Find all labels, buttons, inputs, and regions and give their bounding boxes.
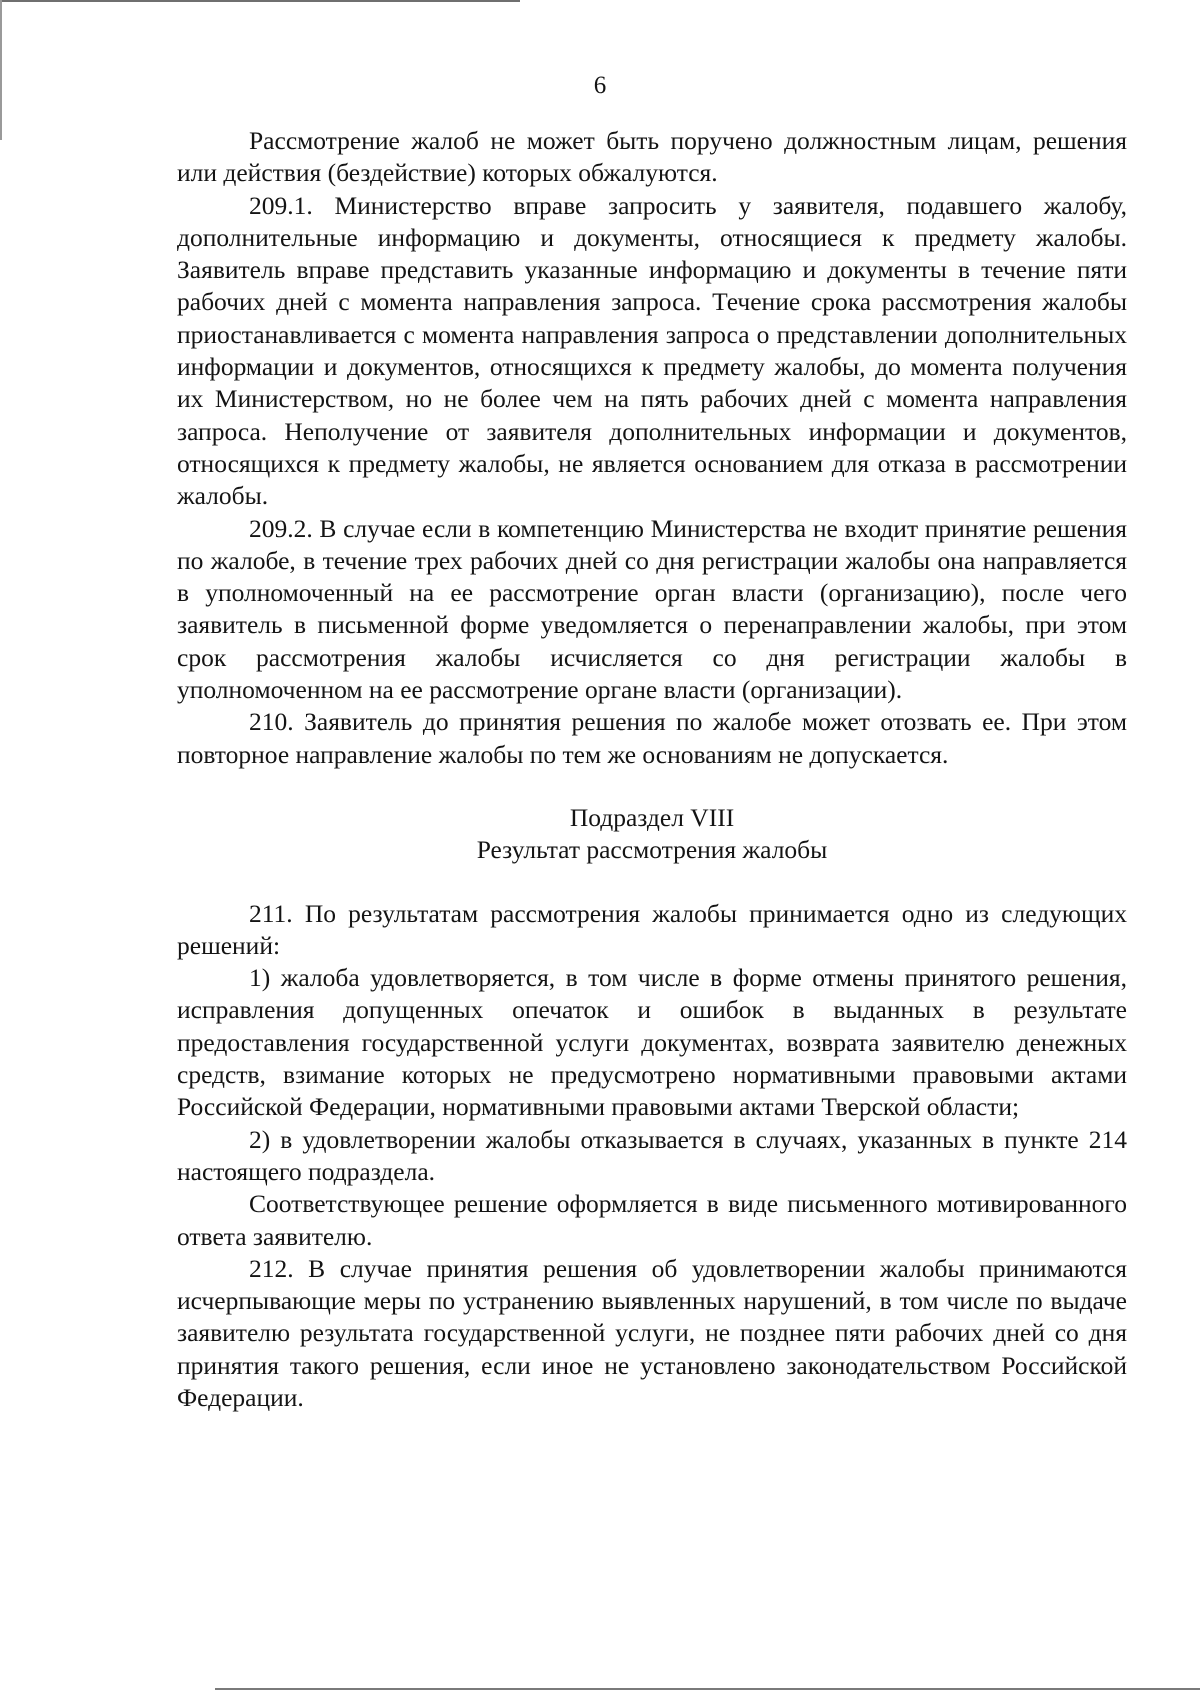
scan-edge-bottom xyxy=(215,1688,1200,1690)
scan-edge-top xyxy=(0,0,520,2)
spacer xyxy=(177,867,1127,898)
page-number: 6 xyxy=(593,72,607,99)
paragraph-209-1: 209.1. Министерство вправе запросить у заявителя, подавшего жалобу, дополнительные информацию и документы, относящиеся к предмету жалобы. Заявитель вправе представить указанные информацию и документы в течение пяти рабочих дней с момента направления запроса. Течение срока рассмотрения жалобы приостанавливается с момента направления запроса о представлении дополнительных информации и документов, относящихся к предмету жалобы, до момента получения их Министерством, но не более чем на пять рабочих дней с момента направления запроса. Неполучение от заявителя дополнительных информации и документов, относящихся к предмету жалобы, не является основанием для отказа в рассмотрении жалобы. xyxy=(177,190,1127,511)
paragraph-210: 210. Заявитель до принятия решения по жалобе может отозвать ее. При этом повторное направление жалобы по тем же основаниям не допускается. xyxy=(177,707,1127,769)
subsection-number: Подраздел VIII xyxy=(569,802,735,832)
paragraph-complaint-review: Рассмотрение жалоб не может быть поручено должностным лицам, решения или действия (бездействие) которых обжалуются. xyxy=(177,126,1127,188)
subsection-title: Результат рассмотрения жалобы xyxy=(476,835,828,865)
paragraph-211-item-2: 2) в удовлетворении жалобы отказывается в случаях, указанных в пункте 214 настоящего подраздела. xyxy=(177,1124,1127,1186)
spacer xyxy=(177,771,1127,802)
paragraph-209-2: 209.2. В случае если в компетенцию Министерства не входит принятие решения по жалобе, в течение трех рабочих дней со дня регистрации жалобы она направляется в уполномоченный на ее рассмотрение орган власти (организацию), после чего заявитель в письменной форме уведомляется о перенаправлении жалобы, при этом срок рассмотрения жалобы исчисляется со дня регистрации жалобы в уполномоченном на ее рассмотрение органе власти (организации). xyxy=(177,513,1127,705)
paragraph-212: 212. В случае принятия решения об удовлетворении жалобы принимаются исчерпывающие меры по устранению выявленных нарушений, в том числе по выдаче заявителю результата государственной услуги, не позднее пяти рабочих дней со дня принятия такого решения, если иное не установлено законодательством Российской Федерации. xyxy=(177,1253,1127,1412)
paragraph-211-item-1: 1) жалоба удовлетворяется, в том числе в форме отмены принятого решения, исправления допущенных опечаток и ошибок в выданных в результате предоставления государственной услуги документах, возврата заявителю денежных средств, взимание которых не предусмотрено нормативными правовыми актами Российской Федерации, нормативными правовыми актами Тверской области; xyxy=(177,963,1127,1122)
paragraph-211: 211. По результатам рассмотрения жалобы принимается одно из следующих решений: xyxy=(177,898,1127,960)
document-body xyxy=(177,125,1127,1414)
paragraph-decision-form: Соответствующее решение оформляется в виде письменного мотивированного ответа заявителю. xyxy=(177,1189,1127,1251)
